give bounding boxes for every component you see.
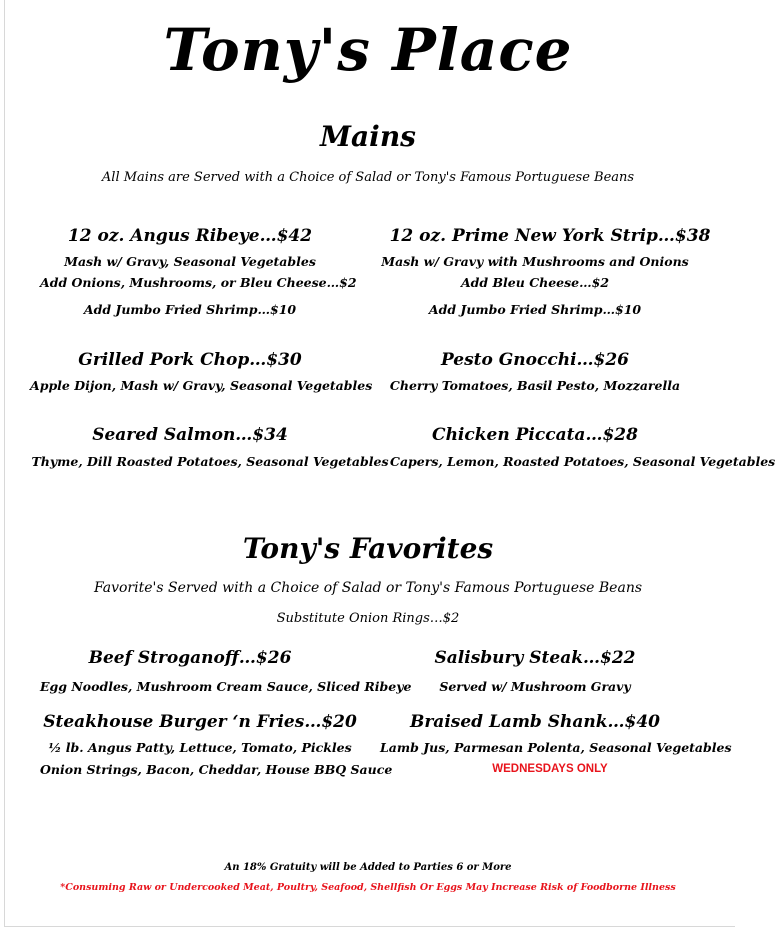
favorites-subtitle: Favorite's Served with a Choice of Salad or Tony's Famous Portuguese Beans [93,580,643,596]
menu-item-desc: Capers, Lemon, Roasted Potatoes, Seasonal Vegetables [390,454,775,469]
menu-item-name: Grilled Pork Chop…$30 [78,350,302,370]
mains-heading: Mains [320,120,416,153]
restaurant-title: Tony's Place [163,16,573,84]
menu-item-desc: Onion Strings, Bacon, Cheddar, House BBQ Sauce [40,762,393,777]
favorites-heading: Tony's Favorites [242,532,494,565]
menu-item-desc: Egg Noodles, Mushroom Cream Sauce, Sliced Ribeye [40,679,412,694]
menu-item-name: Salisbury Steak…$22 [434,648,636,668]
menu-item-desc: Thyme, Dill Roasted Potatoes, Seasonal Vegetables [31,454,389,469]
menu-item-addon: Add Jumbo Fried Shrimp…$10 [83,302,297,317]
menu-item-name: Seared Salmon…$34 [92,425,288,445]
menu-item-desc: Mash w/ Gravy with Mushrooms and Onions [381,254,689,269]
menu-item-addon: Add Jumbo Fried Shrimp…$10 [428,302,642,317]
menu-item-desc: Lamb Jus, Parmesan Polenta, Seasonal Vegetables [380,740,732,755]
menu-item-name: 12 oz. Angus Ribeye…$42 [67,226,313,246]
menu-item-name: Braised Lamb Shank…$40 [409,712,661,732]
menu-item-desc: Cherry Tomatoes, Basil Pesto, Mozzarella [389,378,681,393]
mains-subtitle: All Mains are Served with a Choice of Salad or Tony's Famous Portuguese Beans [101,170,635,185]
food-safety-warning: *Consuming Raw or Undercooked Meat, Poultry, Seafood, Shellfish Or Eggs May Increase Risk of Foodborne Illness [60,882,676,893]
menu-item-desc: Apple Dijon, Mash w/ Gravy, Seasonal Vegetables [30,378,373,393]
availability-note: WEDNESDAYS ONLY [492,763,608,775]
menu-item-name: Pesto Gnocchi…$26 [440,350,630,370]
menu-item-desc: ½ lb. Angus Patty, Lettuce, Tomato, Pickles [48,740,352,755]
menu-item-name: 12 oz. Prime New York Strip…$38 [389,226,711,246]
favorites-substitute: Substitute Onion Rings…$2 [276,611,460,626]
menu-item-name: Chicken Piccata…$28 [432,425,638,445]
menu-item-desc: Served w/ Mushroom Gravy [439,679,631,694]
menu-item-addon: Add Bleu Cheese…$2 [460,275,610,290]
menu-item-name: Steakhouse Burger ‘n Fries…$20 [43,712,357,732]
menu-item-name: Beef Stroganoff…$26 [88,648,292,668]
menu-item-addon: Add Onions, Mushrooms, or Bleu Cheese…$2 [40,275,357,290]
gratuity-note: An 18% Gratuity will be Added to Parties 6 or More [224,862,512,873]
menu-item-desc: Mash w/ Gravy, Seasonal Vegetables [64,254,316,269]
